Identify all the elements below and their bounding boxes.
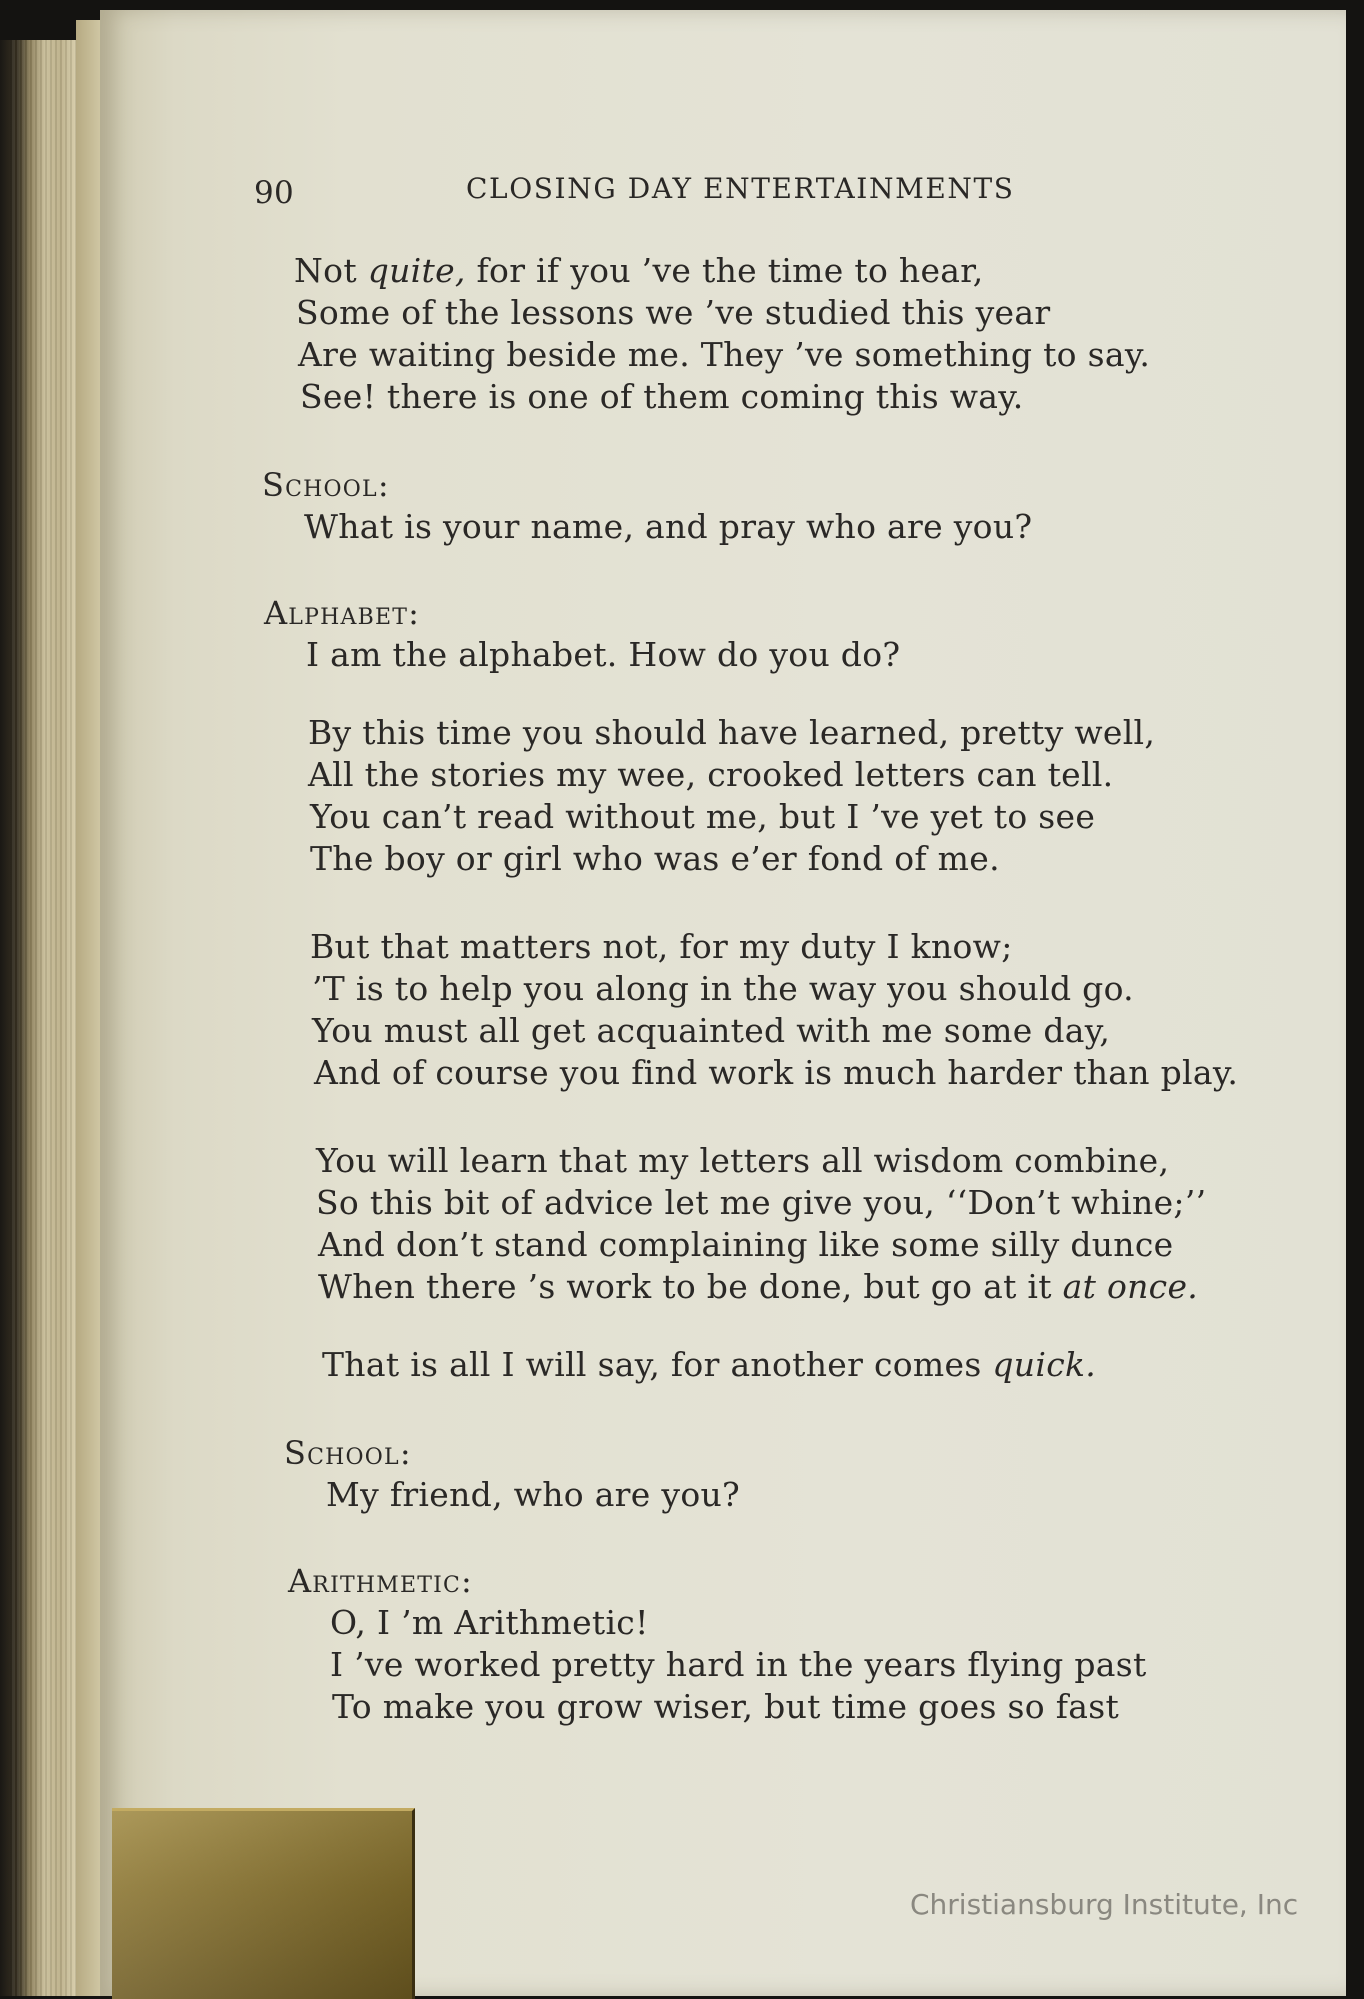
speaker-label: School: <box>262 466 390 504</box>
poem-line: The boy or girl who was e’er fond of me. <box>310 839 1000 878</box>
poem-line: Some of the lessons we ’ve studied this year <box>296 293 1051 332</box>
poem-line: Not quite, for if you ’ve the time to hear, <box>294 251 984 290</box>
poem-line: That is all I will say, for another comes quick. <box>322 1345 1097 1384</box>
poem-line: You must all get acquainted with me some day, <box>312 1011 1111 1050</box>
poem-line: So this bit of advice let me give you, ‘‘Don’t whine;’’ <box>316 1183 1207 1222</box>
poem-line: You will learn that my letters all wisdom combine, <box>316 1141 1170 1180</box>
poem-line: See! there is one of them coming this way. <box>300 377 1024 416</box>
dialogue-line: I am the alphabet. How do you do? <box>306 635 901 674</box>
dialogue-line: I ’ve worked pretty hard in the years flying past <box>330 1645 1147 1684</box>
speaker-label: Alphabet: <box>264 594 421 632</box>
dialogue-line: O, I ’m Arithmetic! <box>330 1603 649 1642</box>
poem-line: By this time you should have learned, pretty well, <box>308 713 1156 752</box>
poem-line: ’T is to help you along in the way you should go. <box>312 969 1134 1008</box>
poem-line: You can’t read without me, but I ’ve yet to see <box>310 797 1096 836</box>
gold-bookmark-tab <box>112 1808 415 1999</box>
poem-line: All the stories my wee, crooked letters can tell. <box>308 755 1114 794</box>
running-head: CLOSING DAY ENTERTAINMENTS <box>466 172 1015 205</box>
page-number: 90 <box>254 175 295 211</box>
poem-line: And don’t stand complaining like some silly dunce <box>318 1225 1174 1264</box>
poem-line: When there ’s work to be done, but go at it at once. <box>318 1267 1199 1306</box>
watermark: Christiansburg Institute, Inc <box>910 1888 1299 1921</box>
poem-line: But that matters not, for my duty I know; <box>310 927 1013 966</box>
dialogue-line: To make you grow wiser, but time goes so fast <box>332 1687 1120 1726</box>
poem-line: And of course you find work is much harder than play. <box>314 1053 1239 1092</box>
dialogue-line: My friend, who are you? <box>326 1475 741 1514</box>
speaker-label: School: <box>284 1434 412 1472</box>
speaker-label: Arithmetic: <box>288 1562 473 1600</box>
dialogue-line: What is your name, and pray who are you? <box>304 507 1033 546</box>
poem-line: Are waiting beside me. They ’ve something to say. <box>298 335 1151 374</box>
